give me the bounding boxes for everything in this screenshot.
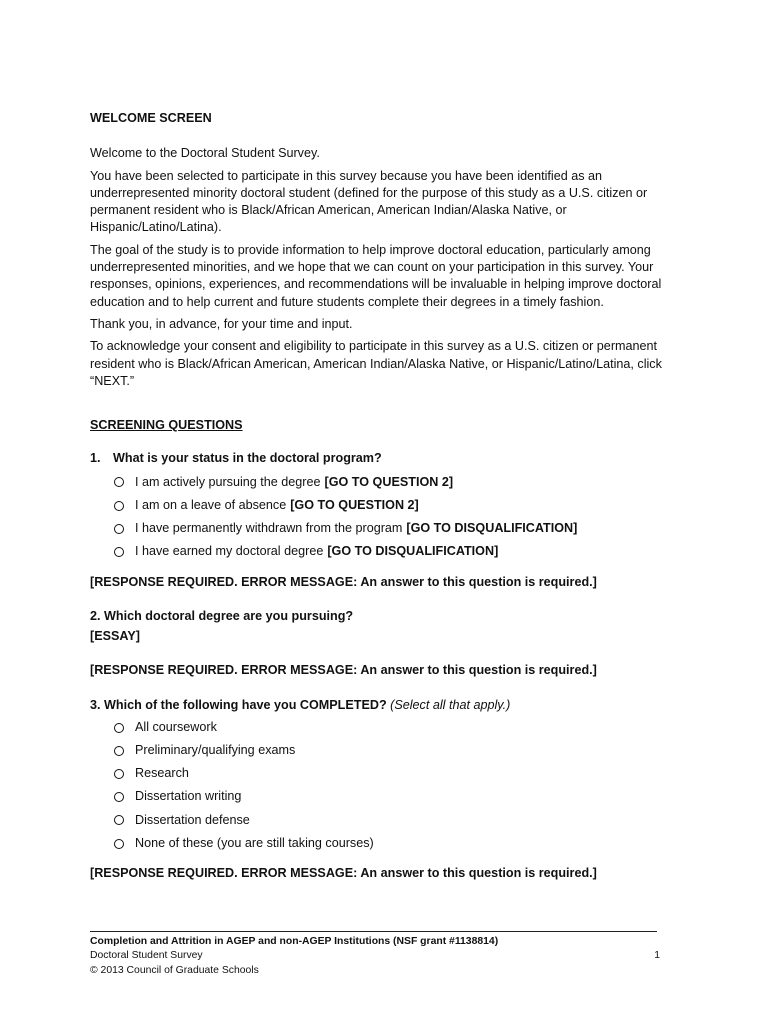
- question-3-note: (Select all that apply.): [390, 697, 511, 712]
- welcome-paragraph-3: Thank you, in advance, for your time and input.: [90, 316, 353, 331]
- welcome-heading: WELCOME SCREEN: [90, 111, 212, 125]
- footer-copyright: © 2013 Council of Graduate Schools: [90, 964, 259, 976]
- radio-circle-icon[interactable]: [114, 769, 124, 779]
- radio-circle-icon[interactable]: [114, 501, 124, 511]
- page-number: 1: [654, 950, 660, 962]
- question-1-option-2[interactable]: [114, 494, 680, 517]
- question-1-option-3[interactable]: [114, 517, 680, 540]
- radio-circle-icon[interactable]: [114, 547, 124, 557]
- question-3-option-4[interactable]: [114, 786, 680, 809]
- radio-circle-icon[interactable]: [114, 524, 124, 534]
- screening-heading: SCREENING QUESTIONS: [90, 418, 243, 433]
- question-1-option-4[interactable]: [114, 540, 680, 563]
- question-2-essay-field[interactable]: [ESSAY]: [90, 629, 140, 644]
- question-3-options: [90, 716, 680, 855]
- radio-circle-icon[interactable]: [114, 792, 124, 802]
- option-label: All coursework: [135, 719, 217, 734]
- option-label: Dissertation writing: [135, 789, 242, 804]
- footer-survey-name: Doctoral Student Survey: [90, 950, 203, 962]
- option-label: Research: [135, 766, 189, 781]
- welcome-paragraph-2: The goal of the study is to provide information to help improve doctoral education, particularly among underrepresented minorities, and we hope that we can count on your participation in this survey. Your responses, opinions, experiences, and recommendations will be invaluable in helping improve doctoral education and to help current and future students complete their degrees in a timely fashion.: [90, 242, 662, 309]
- question-3-option-2[interactable]: [114, 739, 680, 762]
- option-routing-tag: [GO TO QUESTION 2]: [324, 474, 454, 489]
- option-routing-tag: [GO TO QUESTION 2]: [290, 497, 419, 512]
- page-footer: [90, 935, 660, 978]
- question-3: [90, 697, 680, 714]
- welcome-paragraph-1: You have been selected to participate in this survey because you have been identified as an underrepresented minority doctoral student (defined for the purpose of this study as a U.S. citizen or permanent resident who is Black/African American, American Indian/Alaska Native, or Hispanic/Latino/Latina).: [90, 168, 648, 235]
- option-label: None of these (you are still taking courses): [135, 835, 374, 850]
- question-1-number: 1.: [90, 451, 101, 466]
- question-3-text: 3. Which of the following have you COMPLETED?: [90, 697, 387, 712]
- option-label: I am actively pursuing the degree: [135, 474, 321, 489]
- option-label: Dissertation defense: [135, 812, 250, 827]
- option-label: I have earned my doctoral degree: [135, 544, 324, 559]
- question-3-option-1[interactable]: [114, 716, 680, 739]
- footer-divider: [90, 931, 657, 932]
- option-routing-tag: [GO TO DISQUALIFICATION]: [327, 544, 499, 559]
- question-1: [90, 450, 680, 467]
- question-3-required-note: [RESPONSE REQUIRED. ERROR MESSAGE: An answer to this question is required.]: [90, 866, 597, 881]
- welcome-paragraph-4: To acknowledge your consent and eligibility to participate in this survey as a U.S. citizen or permanent resident who is Black/African American, American Indian/Alaska Native, or Hispanic/Latino/Latina, click “NEXT.”: [90, 339, 662, 388]
- radio-circle-icon[interactable]: [114, 839, 124, 849]
- option-label: I am on a leave of absence: [135, 497, 287, 512]
- question-3-option-3[interactable]: [114, 762, 680, 785]
- radio-circle-icon[interactable]: [114, 723, 124, 733]
- question-3-option-6[interactable]: [114, 832, 680, 855]
- question-1-options: [90, 471, 680, 564]
- question-3-option-5[interactable]: [114, 809, 680, 832]
- option-label: Preliminary/qualifying exams: [135, 743, 296, 758]
- option-label: I have permanently withdrawn from the program: [135, 521, 403, 536]
- radio-circle-icon[interactable]: [114, 815, 124, 825]
- page-content: [90, 110, 680, 899]
- radio-circle-icon[interactable]: [114, 477, 124, 487]
- radio-circle-icon[interactable]: [114, 746, 124, 756]
- question-2-required-note: [RESPONSE REQUIRED. ERROR MESSAGE: An answer to this question is required.]: [90, 663, 597, 678]
- question-2-text: 2. Which doctoral degree are you pursuing?: [90, 608, 354, 623]
- welcome-intro: Welcome to the Doctoral Student Survey.: [90, 146, 320, 161]
- question-1-required-note: [RESPONSE REQUIRED. ERROR MESSAGE: An answer to this question is required.]: [90, 574, 597, 589]
- question-1-text: What is your status in the doctoral program?: [113, 451, 382, 466]
- footer-project-title: Completion and Attrition in AGEP and non-AGEP Institutions (NSF grant #1138814): [90, 936, 499, 947]
- option-routing-tag: [GO TO DISQUALIFICATION]: [406, 521, 578, 536]
- question-1-option-1[interactable]: [114, 471, 680, 494]
